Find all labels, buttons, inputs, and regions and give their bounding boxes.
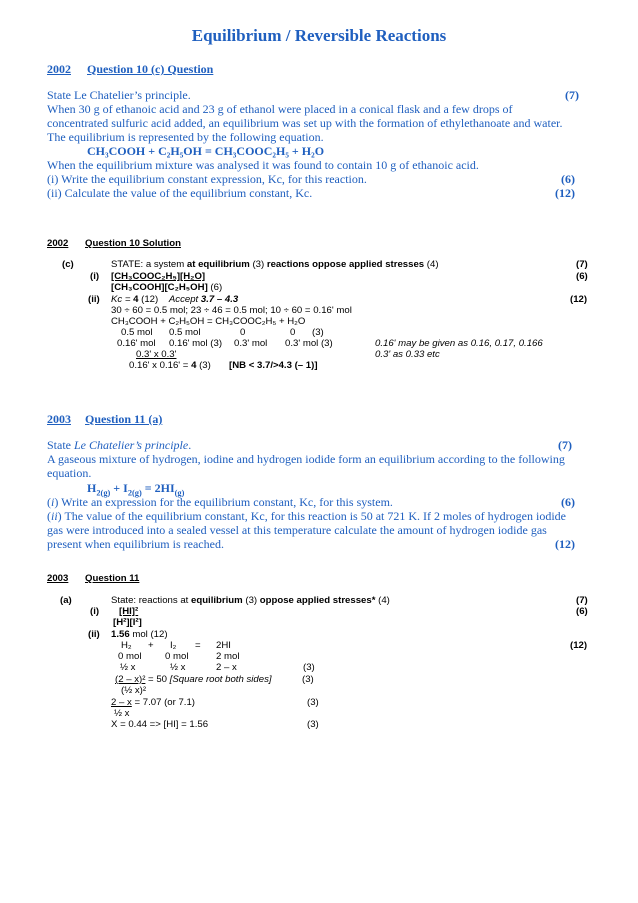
q2002-line: The equilibrium is represented by the following equation. <box>47 130 324 144</box>
s2003-kc-numerator: [HI]² <box>119 606 139 617</box>
q2002-marks: (6) <box>561 172 575 186</box>
s2002-table-cell: 0 <box>290 327 296 338</box>
q2003-year: 2003 <box>47 412 71 426</box>
q2003-line: equation. <box>47 466 92 480</box>
s2002-table-cell: 0.16' mol <box>117 338 156 349</box>
s2002-marks: (6) <box>576 271 588 282</box>
s2003-fraction-line: (2 – x)² = 50 [Square root both sides] <box>115 674 272 685</box>
q2003-marks: (6) <box>561 495 575 509</box>
s2003-marks: (7) <box>576 595 588 606</box>
q2002-line: (i) Write the equilibrium constant expression, Kc, for this reaction. <box>47 172 367 186</box>
q2002-marks: (12) <box>555 186 575 200</box>
s2002-table-cell: 0.3' mol <box>234 338 268 349</box>
s2003-part-label: (ii) <box>88 629 100 640</box>
s2003-marks: (12) <box>570 640 588 651</box>
s2003-marks: (3) <box>302 674 314 685</box>
s2002-nb-note: [NB < 3.7/>4.3 (– 1)] <box>229 360 318 371</box>
s2003-eq-term: = <box>195 640 201 651</box>
s2003-eq-term: I₂ <box>170 640 177 651</box>
s2002-year: 2002 <box>47 238 69 249</box>
q2003-marks: (7) <box>558 438 572 452</box>
q2003-equation: $H_{2(g)} + I_{2(g)} = 2HI_{(g)}$ <box>87 481 185 498</box>
s2003-table-cell: 2 – x <box>216 662 237 673</box>
s2003-marks: (3) <box>307 697 319 708</box>
s2002-table-cell: (3) <box>312 327 324 338</box>
s2002-moles-line: 30 ÷ 60 = 0.5 mol; 23 ÷ 46 = 0.5 mol; 10 ÷ 60 = 0.16' mol <box>111 305 352 316</box>
s2002-part-label: (i) <box>90 271 100 282</box>
s2003-result-line: X = 0.44 => [HI] = 1.56 <box>111 719 209 730</box>
s2002-state-line: STATE: a system at equilibrium (3) reactions oppose applied stresses (4) <box>111 259 439 270</box>
s2002-note: 0.16' may be given as 0.16, 0.17, 0.166 <box>375 338 543 349</box>
s2003-part-label: (i) <box>90 606 100 617</box>
s2003-sqrt-line: 2 – x = 7.07 (or 7.1) <box>111 697 196 708</box>
q2002-marks: (7) <box>565 88 579 102</box>
q2003-line: gas were introduced into a sealed vessel at this temperature calculate the amount of hydrogen iodide gas <box>47 523 547 537</box>
s2003-table-cell: (3) <box>303 662 315 673</box>
q2002-line: concentrated sulfuric acid added, an equilibrium was set up with the formation of ethylethanoate and water. <box>47 116 563 130</box>
s2003-answer: 1.56 mol (12) <box>111 629 168 640</box>
s2003-eq-term: + <box>148 640 154 651</box>
q2002-line: When 30 g of ethanoic acid and 23 g of ethanol were placed in a conical flask and a few drops of <box>47 102 513 116</box>
s2003-eq-term: H₂ <box>121 640 132 651</box>
q2003-line: present when equilibrium is reached. <box>47 537 224 551</box>
s2002-note: 0.3' as 0.33 etc <box>375 349 440 360</box>
q2002-line: (ii) Calculate the value of the equilibrium constant, Kc. <box>47 186 313 200</box>
s2003-marks: (3) <box>307 719 319 730</box>
q2003-line: State Le Chatelier’s principle. <box>47 438 192 452</box>
s2003-heading: Question 11 <box>85 573 140 584</box>
q2002-heading: Question 10 (c) Question <box>87 62 214 76</box>
q2003-heading: Question 11 (a) <box>85 412 163 426</box>
s2003-state-line: State: reactions at equilibrium (3) oppose applied stresses* (4) <box>111 595 390 606</box>
s2002-part-label: (c) <box>62 259 74 270</box>
page-title: Equilibrium / Reversible Reactions <box>191 26 447 45</box>
s2002-marks: (12) <box>570 294 588 305</box>
s2002-marks: (7) <box>576 259 588 270</box>
s2003-year: 2003 <box>47 573 69 584</box>
s2003-table-cell: 2 mol <box>216 651 240 662</box>
s2002-table-cell: 0.5 mol <box>169 327 201 338</box>
s2002-fraction-denominator: 0.16' x 0.16' = 4 (3) <box>129 360 211 371</box>
s2003-fraction-denominator: (½ x)² <box>121 685 147 696</box>
s2002-table-cell: 0 <box>240 327 246 338</box>
q2002-equation: CH₃COOH + C₂H₅OH = CH₃COOC₂H₅ + H₂O <box>87 144 325 158</box>
q2002-line: State Le Chatelier’s principle. <box>47 88 191 102</box>
q2003-line: (i) Write an expression for the equilibrium constant, Kc, for this system. <box>47 495 393 509</box>
s2002-equation-line: CH₃COOH + C₂H₅OH = CH₃COOC₂H₅ + H₂O <box>111 316 306 327</box>
s2003-kc-denominator: [H²][I²] <box>113 617 142 628</box>
q2003-line: A gaseous mixture of hydrogen, iodine and hydrogen iodide form an equilibrium according to the following <box>47 452 565 466</box>
q2002-line: When the equilibrium mixture was analysed it was found to contain 10 g of ethanoic acid. <box>47 158 479 172</box>
q2003-marks: (12) <box>555 537 575 551</box>
s2003-table-cell: ½ x <box>120 662 136 673</box>
s2002-fraction-numerator: 0.3' x 0.3' <box>136 349 177 360</box>
s2002-kc-answer: Kc = 4 (12) Accept 3.7 – 4.3 <box>111 294 239 305</box>
s2002-kc-numerator: [CH₃COOC₂H₅][H₂O] <box>111 271 206 282</box>
s2003-table-cell: 0 mol <box>165 651 189 662</box>
s2003-fraction-denominator: ½ x <box>114 708 130 719</box>
s2003-table-cell: 0 mol <box>118 651 142 662</box>
s2003-marks: (6) <box>576 606 588 617</box>
q2002-year: 2002 <box>47 62 71 76</box>
q2003-line: (ii) The value of the equilibrium constant, Kc, for this reaction is 50 at 721 K. If 2 moles of hydrogen iodide <box>47 509 566 523</box>
s2003-part-label: (a) <box>60 595 72 606</box>
s2002-heading: Question 10 Solution <box>85 238 181 249</box>
s2002-table-cell: 0.16' mol (3) <box>169 338 223 349</box>
s2002-table-cell: 0.5 mol <box>121 327 153 338</box>
s2003-eq-term: 2HI <box>216 640 231 651</box>
s2002-table-cell: 0.3' mol (3) <box>285 338 333 349</box>
s2002-kc-denominator: [CH₃COOH][C₂H₅OH] (6) <box>111 282 223 293</box>
s2002-part-label: (ii) <box>88 294 100 305</box>
s2003-table-cell: ½ x <box>170 662 186 673</box>
